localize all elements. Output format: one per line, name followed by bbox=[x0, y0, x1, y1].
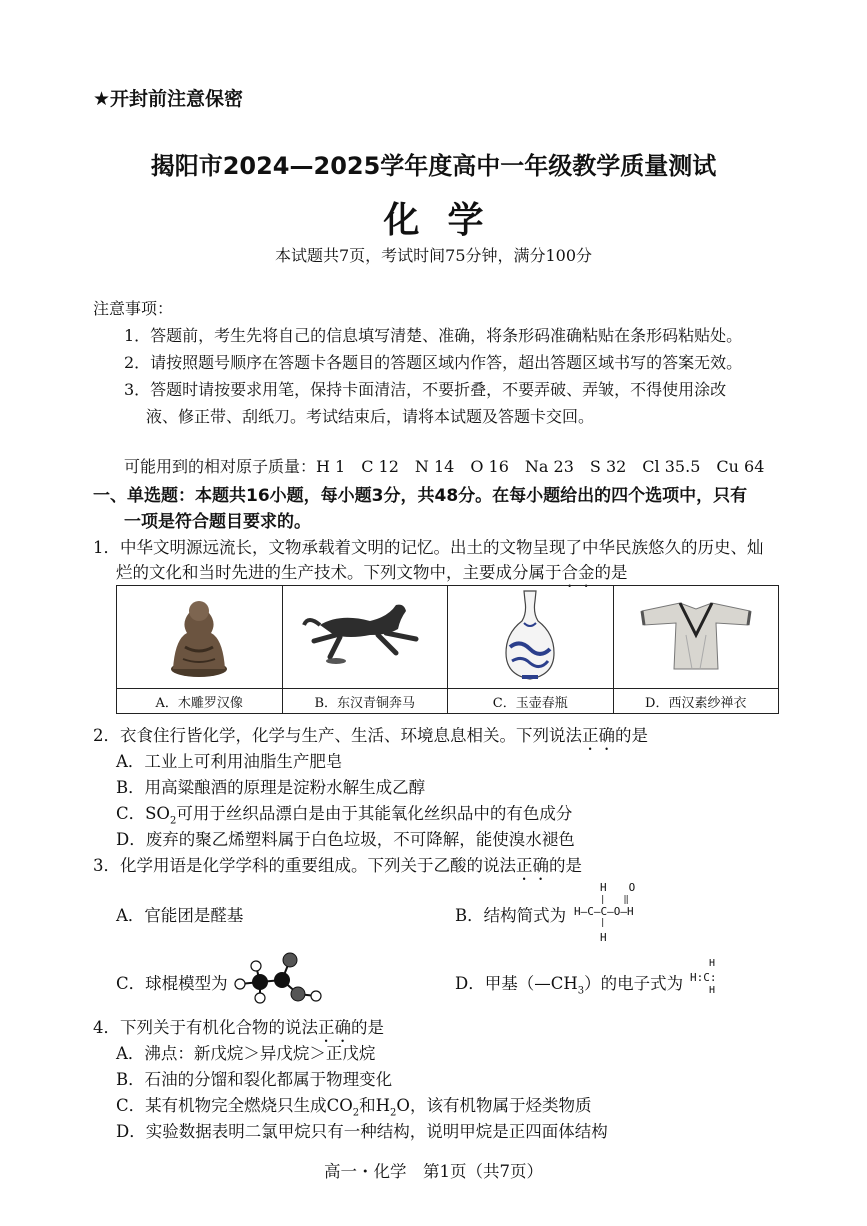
emphasis-text: 正确 bbox=[582, 726, 615, 745]
option-d-caption: D．西汉素纱禅衣 bbox=[613, 689, 779, 714]
question-2-option-a: A．工业上可利用油脂生产肥皂 bbox=[116, 752, 343, 771]
section-heading-cont: 一项是符合题目要求的。 bbox=[124, 512, 311, 532]
wooden-arhat-image bbox=[159, 589, 239, 681]
option-c-caption: C．玉壶春瓶 bbox=[448, 689, 614, 714]
question-4-option-b: B．石油的分馏和裂化都属于物理变化 bbox=[116, 1070, 393, 1089]
option-b-caption: B．东汉青铜奔马 bbox=[282, 689, 448, 714]
atomic-masses: 可能用到的相对原子质量：H 1 C 12 N 14 O 16 Na 23 S 32 Cl 35.5 Cu 64 bbox=[124, 457, 765, 476]
question-3-option-a: A．官能团是醛基 bbox=[116, 906, 244, 925]
option-a-caption: A．木雕罗汉像 bbox=[117, 689, 283, 714]
relic-image-cell bbox=[613, 586, 779, 689]
question-3-option-d: D．甲基$(—CH_3)$的电子式为 bbox=[455, 974, 684, 997]
question-1-stem-cont: 烂的文化和当时先进的生产技术。下列文物中，主要成分属于合金的是 bbox=[116, 563, 628, 582]
structural-formula-main: H—C—C—O—H bbox=[574, 905, 634, 918]
question-4-option-d: D．实验数据表明二氯甲烷只有一种结构，说明甲烷是正四面体结构 bbox=[116, 1122, 608, 1141]
confidential-notice: ★开封前注意保密 bbox=[93, 88, 244, 110]
question-3-option-b: B．结构简式为 bbox=[455, 906, 567, 925]
bond-line: | ‖ bbox=[600, 895, 629, 905]
question-2-stem: 2．衣食住行皆化学，化学与生产、生活、环境息息相关。下列说法正确的是 bbox=[93, 726, 648, 745]
question-4-stem: 4．下列关于有机化合物的说法正确的是 bbox=[93, 1018, 384, 1037]
note-item: 液、修正带、刮纸刀。考试结束后，请将本试题及答题卡交回。 bbox=[146, 407, 595, 426]
notes-heading: 注意事项： bbox=[93, 299, 174, 318]
question-2-option-d: D．废弃的聚乙烯塑料属于白色垃圾，不可降解，能使溴水褪色 bbox=[116, 830, 575, 849]
bronze-horse-image bbox=[300, 595, 430, 675]
subject-title: 化学 bbox=[383, 200, 512, 241]
question-4-option-c: C．某有机物完全燃烧只生成$CO_2$和$H_2O$，该有机物属于烃类物质 bbox=[116, 1096, 592, 1119]
question-2-option-b: B．用高粱酿酒的原理是淀粉水解生成乙醇 bbox=[116, 778, 426, 797]
structural-formula-top: H O bbox=[600, 881, 636, 894]
note-item: 1．答题前，考生先将自己的信息填写清楚、准确，将条形码准确粘贴在条形码粘贴处。 bbox=[124, 326, 743, 345]
emphasis-text: 合金 bbox=[561, 563, 595, 582]
electron-formula-top: H bbox=[709, 958, 716, 969]
relic-image-cell bbox=[282, 586, 448, 689]
section-heading: 一、单选题：本题共16小题，每小题3分，共48分。在每小题给出的四个选项中，只有 bbox=[93, 486, 748, 506]
note-item: 3．答题时请按要求用笔，保持卡面清洁，不要折叠，不要弄破、弄皱，不得使用涂改 bbox=[124, 380, 727, 399]
electron-formula-bottom: H bbox=[709, 985, 716, 996]
emphasis-text: 正确 bbox=[516, 856, 549, 875]
bond-line: | bbox=[600, 918, 606, 928]
structural-formula-bottom: H bbox=[600, 931, 607, 944]
exam-info: 本试题共7页，考试时间75分钟，满分100分 bbox=[274, 246, 593, 265]
relic-image-cell bbox=[117, 586, 283, 689]
question-3-stem: 3．化学用语是化学学科的重要组成。下列关于乙酸的说法正确的是 bbox=[93, 856, 582, 875]
porcelain-vase-image bbox=[500, 587, 560, 683]
question-1-stem: 1．中华文明源远流长，文物承载着文明的记忆。出土的文物呈现了中华民族悠久的历史、灿 bbox=[93, 538, 764, 557]
question-4-option-a: A．沸点：新戊烷＞异戊烷＞正戊烷 bbox=[116, 1044, 376, 1063]
question-3-option-c: C．球棍模型为 bbox=[116, 974, 228, 993]
silk-robe-image bbox=[636, 595, 756, 675]
exam-title: 揭阳市2024—2025学年度高中一年级教学质量测试 bbox=[150, 152, 717, 180]
note-item: 2．请按照题号顺序在答题卡各题目的答题区域内作答，超出答题区域书写的答案无效。 bbox=[124, 353, 743, 372]
electron-formula-mid: H:C: bbox=[690, 971, 717, 984]
ball-stick-model-image bbox=[230, 950, 330, 1006]
emphasis-text: 正确 bbox=[318, 1018, 351, 1037]
question-2-option-c: C．$SO_2$可用于丝织品漂白是由于其能氧化丝织品中的有色成分 bbox=[116, 804, 573, 827]
page-footer: 高一・化学 第1页（共7页） bbox=[324, 1162, 543, 1181]
relic-table bbox=[116, 585, 779, 714]
relic-image-cell bbox=[448, 586, 614, 689]
